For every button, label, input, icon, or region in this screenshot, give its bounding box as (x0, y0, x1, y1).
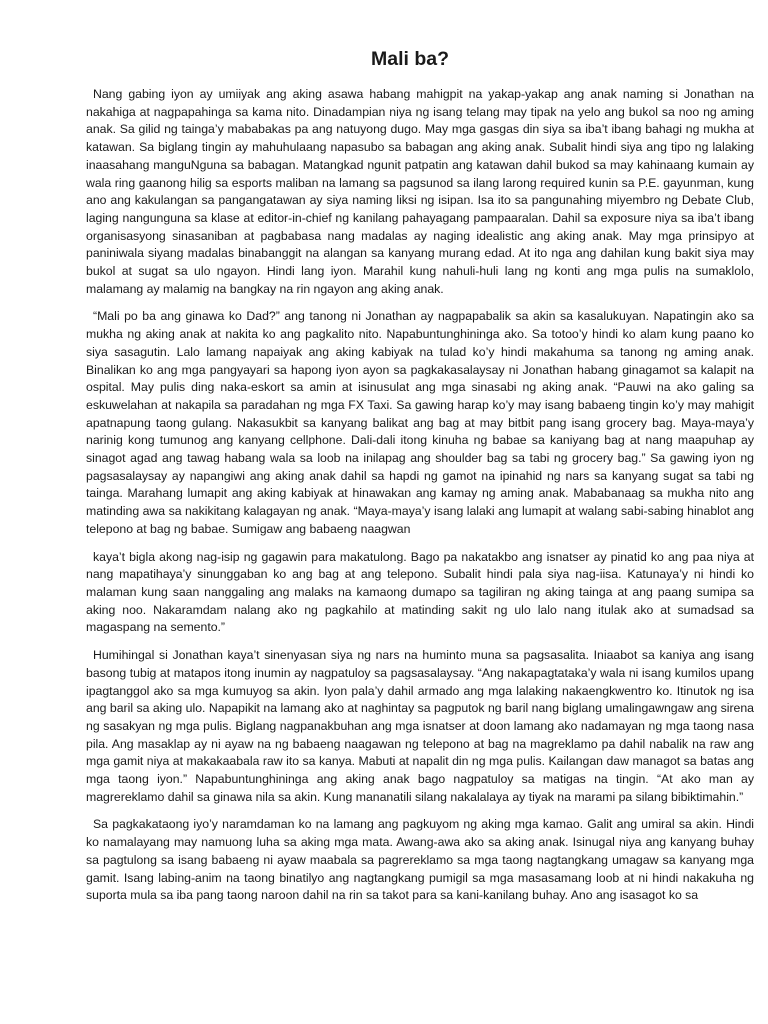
page-title: Mali ba? (370, 48, 449, 70)
paragraph-1: Nang gabing iyon ay umiiyak ang aking asawa habang mahigpit na yakap-yakap ang anak naming si Jonathan na nakahiga at nagpapahinga sa kama nito. Dinadampian niya ng isang telang may tipak na yelo ang bukol sa noo ng aming anak. Sa gilid ng tainga’y mababakas pa ang natuyong dugo. May mga gasgas din siya sa iba’t ibang bahagi ng mukha at katawan. Sa biglang tingin ay mahuhulaang napasubo sa babagan ang aking anak. Subalit hindi siya ang tipo ng lalaking inaasahang manguNguna sa babagan. Matangkad ngunit patpatin ang katawan dahil bukod sa may kahinaang kumain ay wala ring gaanong hilig sa esports maliban na lamang sa pagsunod sa ilang larong required kunin sa P.E. gayunman, kung ano ang kakulangan sa pangangatawan ay siya naming liksi ng isipan. Isa ito sa pangunahing miyembro ng Debate Club, laging nangunguna sa klase at editor-in-chief ng kanilang pahayagang pampaaralan. Dahil sa exposure niya sa iba’t ibang organisasyong sinasaniban at pagbabasa nang madalas ay naging idealistic ang aking anak. May mga prinsipyo at paniniwala siyang madalas binabanggit na alangan sa kanyang murang edad. At ito nga ang dahilan kung bakit siya may bukol at sugat sa ulo ngayon. Hindi lang iyon. Marahil kung nahuli-huli lang ng konti ang mga pulis na sumaklolo, malamang ay malamig na bangkay na rin ngayon ang aking anak. (86, 87, 754, 296)
paragraph-5: Sa pagkakataong iyo’y naramdaman ko na lamang ang pagkuyom ng aking mga kamao. Galit ang umiral sa akin. Hindi ko namalayang may namuong luha sa aking mga mata. Awang-awa ako sa aking anak. Isinugal niya ang kanyang buhay sa pagtulong sa isang babaeng ni ayaw maabala sa pagrereklamo sa mga taong nagtangkang umagaw sa kanyang mga gamit. Isang labing-anim na taong binatilyo ang nagtangkang pumigil sa mga masasamang loob at ni hindi nakakuha ng suporta mula sa iba pang taong naroon dahil na rin sa takot para sa kani-kanilang buhay. Ano ang isasagot ko sa (86, 817, 754, 903)
paragraph-3: kaya’t bigla akong nag-isip ng gagawin para makatulong. Bago pa nakatakbo ang isnatser ay pinatid ko ang paa niya at nang mapatihaya’y sinunggaban ko ang bag at ang telepono. Subalit hindi pala siya nag-iisa. Katunaya’y ni hindi ko malaman kung saan nanggaling ang malaks na kamaong dumapo sa tagiliran ng aking tainga at ang paang sumipa sa aking noo. Nakaramdam nalang ako ng pagkahilo at matinding sakit ng ulo lalo nang itulak ako at sumadsad sa magaspang na semento.” (86, 549, 754, 635)
paragraph-2: “Mali po ba ang ginawa ko Dad?” ang tanong ni Jonathan ay nagpapabalik sa akin sa kasalukuyan. Napatingin ako sa mukha ng aking anak at nakita ko ang pagkalito nito. Napabuntunghininga ako. Sa totoo’y hindi ko alam kung paano ko siya sasagutin. Lalo lamang napaiyak ang aking kabiyak na tulad ko’y hindi makahuma sa tanong ng aming anak. Binalikan ko ang mga pangyayari sa hapong iyon ayon sa pagkakasalaysay ni Jonathan habang ginagamot sa kalapit na ospital. May pulis ding naka-eskort sa amin at isinusulat ang mga sinasabi ng aking anak. “Pauwi na ako galing sa eskuwelahan at nakapila sa paradahan ng mga FX Taxi. Sa gawing harap ko’y may isang babaeng tingin ko’y may mahigit apatnapung taong gulang. Nakasukbit sa kanyang balikat ang bag at may bitbit pang isang grocery bag. Maya-maya’y narinig kong tumunog ang kanyang cellphone. Dali-dali itong kinuha ng babae sa kaniyang bag at nang maapuhap ay sinagot agad ang tawag habang wala sa loob na inilapag ang shoulder bag sa tabi ng grocery bag.” Sa gawing iyon ng pagsasalaysay ay napangiwi ang aking anak dahil sa hapdi ng gamot na ipinahid ng nars sa kanyang sugat sa tabi ng tainga. Marahang lumapit ang aking kabiyak at hinawakan ang kamay ng aming anak. Mababanaag sa mukha nito ang matinding awa sa nakikitang kalagayan ng anak. “Maya-maya’y isang lalaki ang lumapit at walang sabi-sabing hinablot ang telepono at bag ng babae. Sumigaw ang babaeng naagwan (86, 309, 754, 536)
paragraph-4: Humihingal si Jonathan kaya’t sinenyasan siya ng nars na huminto muna sa pagsasalita. Iniaabot sa kaniya ang isang basong tubig at matapos itong inumin ay nagpatuloy sa pagsasalaysay. “Ang nakapagtataka’y wala ni isang kumilos upang ipagtanggol ako sa mga kumuyog sa akin. Iyon pala’y dahil armado ang mga lalaking nakaengkwentro ko. Itinutok ng isa ang baril sa aking ulo. Napapikit na lamang ako at naghintay sa pagputok ng baril nang biglang umalingawngaw ang sirena ng sasakyan ng mga pulis. Biglang nagpanakbuhan ang mga isnatser at doon lamang ako nadamayan ng mga taong nasa pila. Ang masaklap ay ni ayaw na ng babaeng naagawan ng telepono at bag na magreklamo pa dahil nabalik na raw ang mga gamit niya at makakaabala raw ito sa kanya. Mabuti at napalit din ng mga pulis. Kailangan daw managot sa batas ang mga taong iyon.” Napabuntunghininga ang aking anak bago nagpatuloy sa matigas na tingin. “At ako man ay magrereklamo dahil sa ginawa nila sa akin. Kung mananatili silang nakalalaya ay tiyak na marami pa silang bibiktimahin.” (86, 648, 754, 804)
